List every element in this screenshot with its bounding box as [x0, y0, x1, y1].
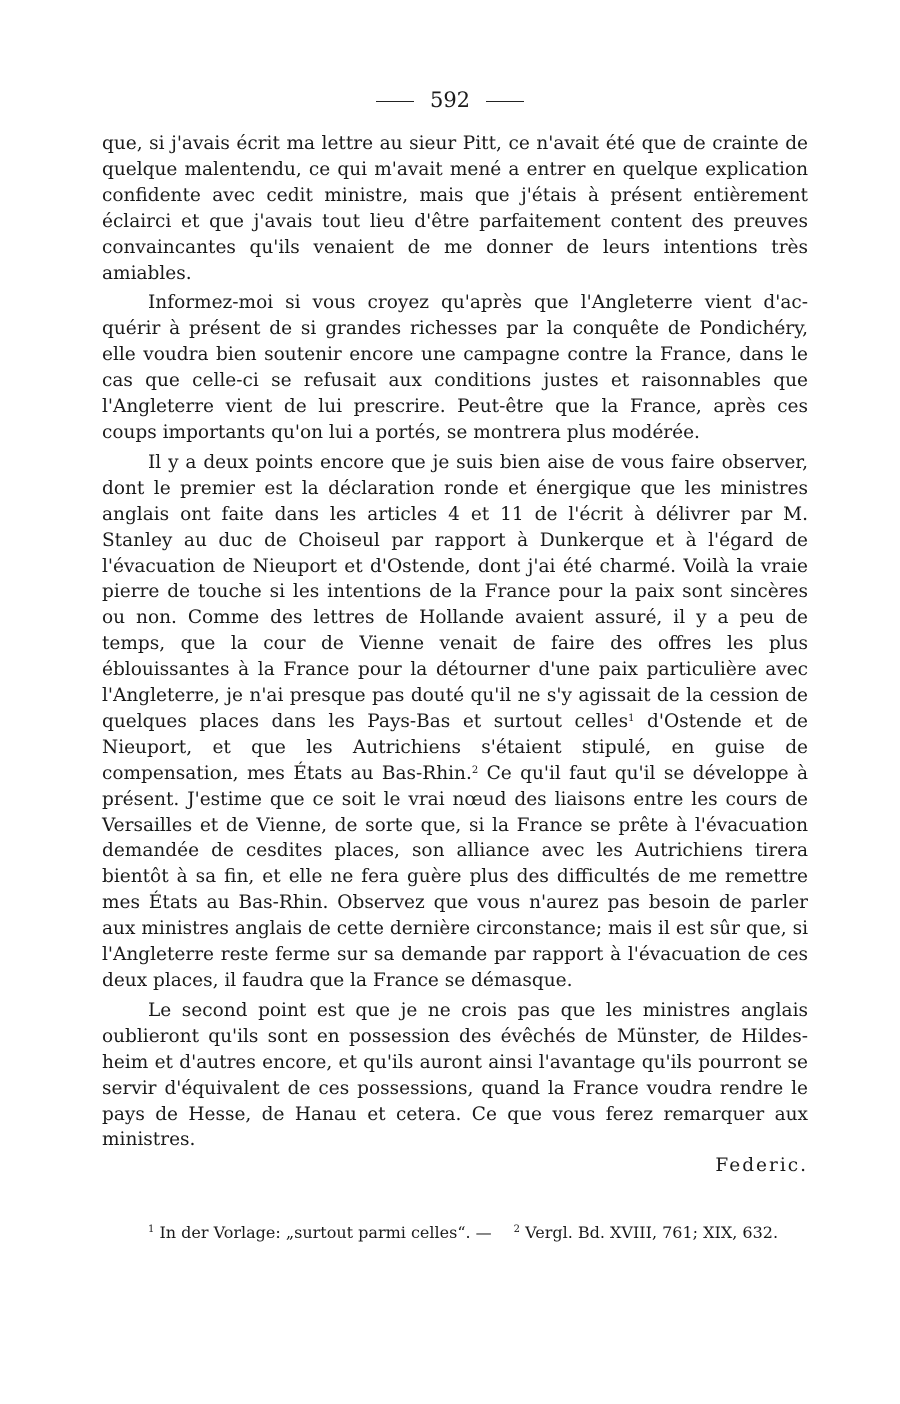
- paragraph-3-part-3: Ce qu'il faut qu'il se développe à présent. J'estime que ce soit le vrai nœud des liaisons entre les cours de Versailles et de Vienne, de sorte que, si la France se prête à l'évacuation demandée de cesdites places, son alliance avec les Autrichiens tirera bientôt à sa fin, et elle ne fera guère plus des difficultés de me remettre mes États au Bas-Rhin. Observez que vous n'aurez pas besoin de parler aux ministres anglais de cette dernière circonstance; mais il est sûr que, si l'Angleterre reste ferme sur sa demande par rapport à l'évacuation de ces deux places, il faudra que la France se démasque.: [102, 762, 808, 991]
- page-header: [0, 88, 900, 112]
- footnotes: [102, 1220, 808, 1246]
- footnote-line: [102, 1220, 808, 1246]
- page-number: 592: [429, 88, 471, 112]
- footnote-2-text: Vergl. Bd. XVIII, 761; XIX, 632.: [520, 1223, 779, 1242]
- paragraph-3-part-2: d'Ostende et de Nieuport, et que les Autrichiens s'étaient stipulé, en guise de compensation, mes États au Bas-Rhin.: [102, 710, 808, 784]
- footnote-ref-2: 2: [471, 764, 479, 776]
- footnote-2: [514, 1223, 778, 1242]
- body-text: [102, 131, 808, 1179]
- header-rule-left: [376, 101, 414, 102]
- paragraph-2: Informez-moi si vous croyez qu'après que l'Angleterre vient d'acquérir à présent de si grandes richesses par la conquête de Pondichéry, elle voudra bien soutenir encore une campagne contre la France, dans le cas que celle-ci se refusait aux conditions justes et raisonnables que l'Angleterre vient de lui prescrire. Peut-être que la France, après ces coups importants qu'on lui a portés, se montrera plus modérée.: [102, 292, 808, 443]
- paragraph-1: que, si j'avais écrit ma lettre au sieur Pitt, ce n'avait été que de crainte de quelque malentendu, ce qui m'avait mené a entrer en quelque explication confidente avec cedit ministre, mais que j'étais à présent entièrement éclairci et que j'avais tout lieu d'être parfaitement content des preuves convaincantes qu'ils venaient de me donner de leurs intentions très amiables.: [102, 133, 808, 284]
- footnote-1-text: In der Vorlage: „surtout parmi celles“. —: [154, 1223, 492, 1242]
- footnote-1-number: 1: [148, 1224, 155, 1235]
- footnote-2-number: 2: [513, 1224, 521, 1235]
- paragraph-3-part-1: Il y a deux points encore que je suis bien aise de vous faire observer, dont le premier est la déclaration ronde et énergique que les ministres anglais ont faite dans les articles 4 et 11 de l'écrit à délivrer par M. Stanley au duc de Choiseul par rapport à Dunkerque et à l'égard de l'évacuation de Nieuport et d'Ostende, dont j'ai été charmé. Voilà la vraie pierre de touche si les intentions de la France pour la paix sont sincères ou non. Comme des lettres de Hollande avaient assuré, il y a peu de temps, que la cour de Vienne venait de faire des offres les plus éblouissantes à la France pour la détourner d'une paix particulière avec l'Angleterre, je n'ai presque pas douté qu'il ne s'y agissait de la cession de quelques places dans les Pays-Bas et surtout celles: [102, 451, 808, 732]
- signature: Federic.: [715, 1155, 808, 1177]
- header-rule-right: [486, 101, 524, 102]
- paragraph-4: Le second point est que je ne crois pas que les ministres anglais oublieront qu'ils sont en possession des évêchés de Münster, de Hildesheim et d'autres encore, et qu'ils auront ainsi l'avantage qu'ils pourront se servir d'équivalent de ces possessions, quand la France voudra rendre le pays de Hesse, de Hanau et cetera. Ce que vous ferez remarquer aux ministres.: [102, 999, 808, 1151]
- paragraph-3: [102, 450, 808, 994]
- footnote-ref-1: 1: [628, 712, 635, 724]
